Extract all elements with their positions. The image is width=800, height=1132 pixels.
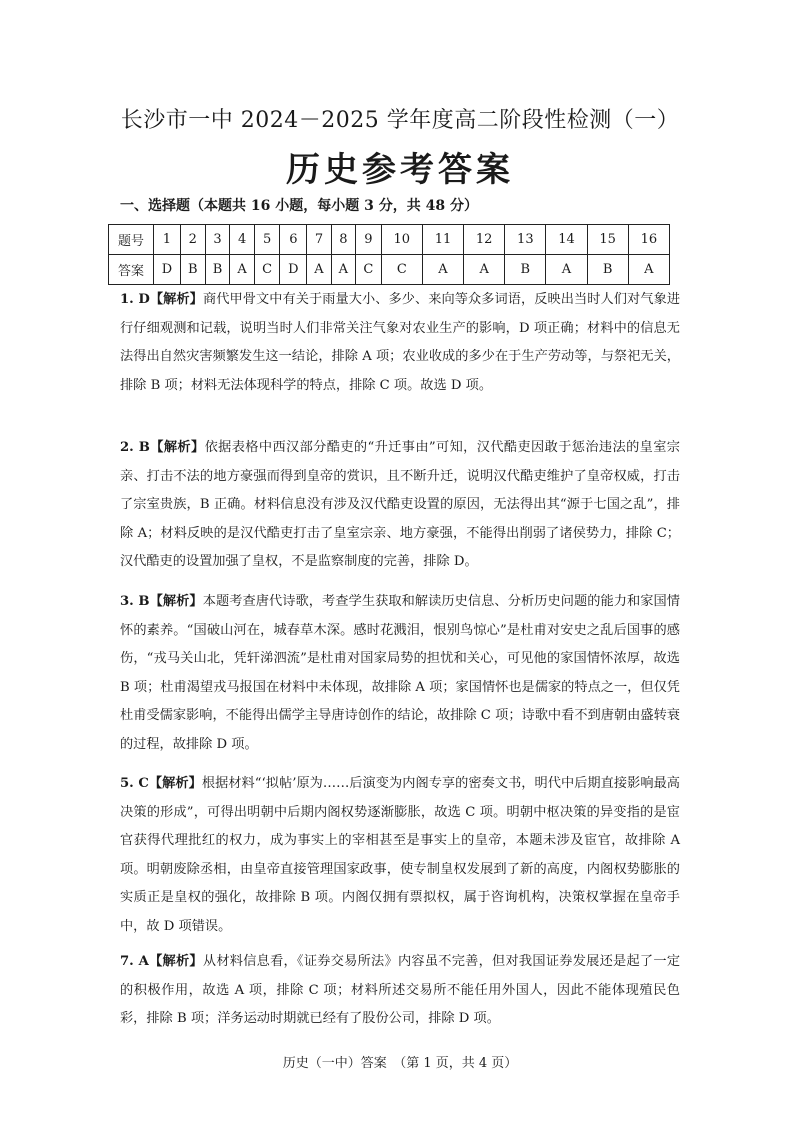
- question-number-cell: 1: [154, 225, 181, 255]
- answer-cell: B: [587, 255, 628, 285]
- question-number-cell: 12: [464, 225, 505, 255]
- explanation-2: [120, 434, 680, 577]
- question-number-cell: 9: [356, 225, 382, 255]
- question-number-cell: 10: [381, 225, 422, 255]
- exam-title: 长沙市一中 2024－2025 学年度高二阶段性检测（一）: [120, 108, 680, 133]
- question-number-cell: 14: [546, 225, 587, 255]
- row-label-question-number: 题号: [109, 225, 154, 255]
- question-number-cell: 13: [505, 225, 546, 255]
- row-label-answer: 答案: [109, 255, 154, 285]
- answer-cell: A: [628, 255, 669, 285]
- explanation-lead: 2. B【解析】: [120, 440, 205, 455]
- question-number-cell: 3: [205, 225, 230, 255]
- answer-cell: A: [331, 255, 355, 285]
- answer-cell: D: [154, 255, 181, 285]
- answer-cell: C: [381, 255, 422, 285]
- document-title: 历史参考答案: [286, 150, 514, 190]
- question-number-cell: 6: [280, 225, 307, 255]
- answer-cell: B: [205, 255, 230, 285]
- explanation-text: 商代甲骨文中有关于雨量大小、多少、来向等众多词语，反映出当时人们对气象进行仔细观测和记载，说明当时人们非常关注气象对农业生产的影响，D 项正确；材料中的信息无法得出自然灾害频繁发生这一结论，排除 A 项；农业收成的多少在于生产劳动等，与祭祀无关，排除 B 项；材料无法体现科学的特点，排除 C 项。故选 D 项。: [120, 292, 681, 393]
- question-number-cell: 15: [587, 225, 628, 255]
- explanation-text: 从材料信息看，《证券交易所法》内容虽不完善，但对我国证券发展还是起了一定的积极作用，故选 A 项，排除 C 项；材料所述交易所不能任用外国人，因此不能体现殖民色彩，排除 B 项；洋务运动时期就已经有了股份公司，排除 D 项。: [120, 954, 681, 1026]
- answer-table-number-row: [109, 225, 670, 255]
- answer-cell: B: [505, 255, 546, 285]
- explanation-1: [120, 286, 680, 400]
- question-number-cell: 7: [307, 225, 331, 255]
- explanation-lead: 1. D【解析】: [120, 292, 203, 307]
- question-number-cell: 11: [422, 225, 463, 255]
- explanation-5: [120, 770, 680, 941]
- answer-cell: A: [307, 255, 331, 285]
- explanation-lead: 7. A【解析】: [120, 954, 203, 969]
- answer-cell: B: [180, 255, 205, 285]
- answer-cell: C: [254, 255, 280, 285]
- explanation-lead: 5. C【解析】: [120, 776, 202, 791]
- answer-cell: D: [280, 255, 307, 285]
- answer-cell: A: [422, 255, 463, 285]
- section-heading: 一、选择题（本题共 16 小题，每小题 3 分，共 48 分）: [120, 198, 478, 214]
- page-footer: 历史（一中）答案 （第 1 页，共 4 页）: [282, 1056, 518, 1071]
- explanation-3: [120, 588, 680, 759]
- question-number-cell: 2: [180, 225, 205, 255]
- question-number-cell: 4: [230, 225, 254, 255]
- question-number-cell: 5: [254, 225, 280, 255]
- explanation-text: 根据材料“‘拟帖’原为……后演变为内阁专享的密奏文书，明代中后期直接影响最高决策的形成”，可得出明朝中后期内阁权势逐渐膨胀，故选 C 项。明朝中枢决策的异变指的是宦官获得代理批红的权力，成为事实上的宰相甚至是事实上的皇帝，本题未涉及宦官，故排除 A 项。明朝废除丞相，由皇帝直接管理国家政事，使专制皇权发展到了新的高度，内阁权势膨胀的实质正是皇权的强化，故排除 B 项。内阁仅拥有票拟权，属于咨询机构，决策权掌握在皇帝手中，故 D 项错误。: [120, 776, 680, 934]
- answer-cell: A: [546, 255, 587, 285]
- question-number-cell: 8: [331, 225, 355, 255]
- explanation-7: [120, 948, 680, 1034]
- question-number-cell: 16: [628, 225, 669, 255]
- explanation-lead: 3. B【解析】: [120, 594, 203, 609]
- answer-table-answer-row: [109, 255, 670, 285]
- answer-cell: A: [230, 255, 254, 285]
- explanation-text: 本题考查唐代诗歌，考查学生获取和解读历史信息、分析历史问题的能力和家国情怀的素养。“国破山河在，城春草木深。感时花溅泪，恨别鸟惊心”是杜甫对安史之乱后国事的感伤，“戎马关山北，凭轩涕泗流”是杜甫对国家局势的担忧和关心，可见他的家国情怀浓厚，故选 B 项；杜甫渴望戎马报国在材料中未体现，故排除 A 项；家国情怀也是儒家的特点之一，但仅凭杜甫受儒家影响，不能得出儒学主导唐诗创作的结论，故排除 C 项；诗歌中看不到唐朝由盛转衰的过程，故排除 D 项。: [120, 594, 680, 752]
- answer-cell: C: [356, 255, 382, 285]
- answer-table: [108, 224, 670, 285]
- explanation-text: 依据表格中西汉部分酷吏的“升迁事由”可知，汉代酷吏因敢于惩治违法的皇室宗亲、打击不法的地方豪强而得到皇帝的赏识，且不断升迁，说明汉代酷吏维护了皇帝权威，打击了宗室贵族，B 正确。材料信息没有涉及汉代酷吏设置的原因，无法得出其“源于七国之乱”，排除 A；材料反映的是汉代酷吏打击了皇室宗亲、地方豪强，不能得出削弱了诸侯势力，排除 C；汉代酷吏的设置加强了皇权，不是监察制度的完善，排除 D。: [120, 440, 680, 569]
- answer-cell: A: [464, 255, 505, 285]
